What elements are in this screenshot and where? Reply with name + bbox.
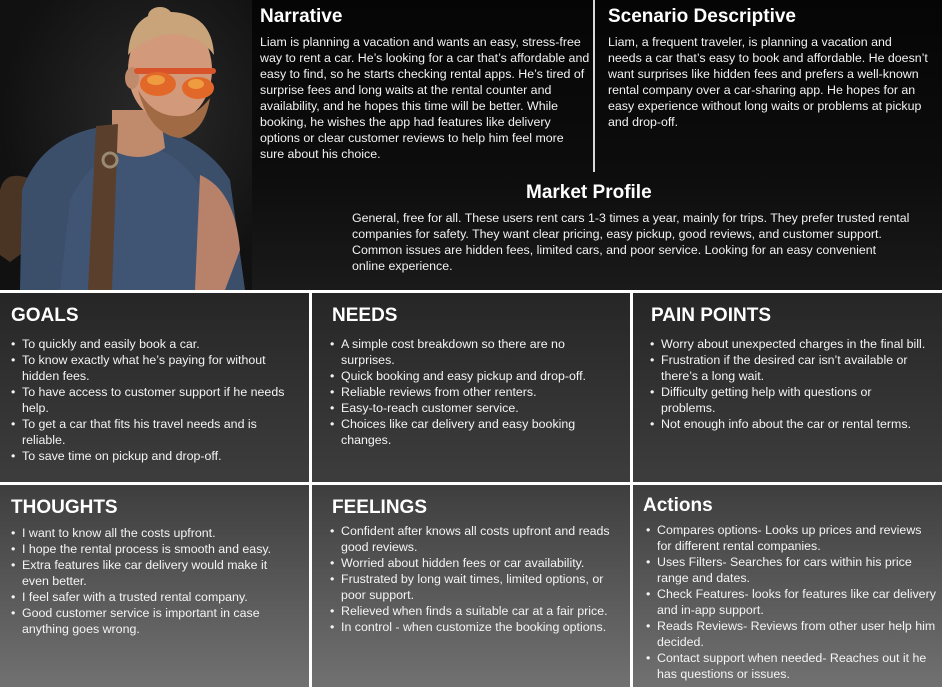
actions-card (633, 485, 942, 687)
needs-list (330, 336, 616, 448)
list-item: • Reads Reviews- Reviews from other user help him decided. (646, 618, 936, 650)
needs-title: NEEDS (332, 305, 398, 326)
list-item: • Uses Filters- Searches for cars within his price range and dates. (646, 554, 936, 586)
goals-card (0, 293, 309, 482)
list-item: • To quickly and easily book a car. (11, 336, 295, 352)
market-profile-title: Market Profile (526, 182, 652, 203)
list-item: • Easy-to-reach customer service. (330, 400, 616, 416)
market-profile-section (352, 182, 912, 274)
actions-title: Actions (643, 495, 713, 516)
scenario-section (608, 6, 928, 130)
list-item: • To have access to customer support if he needs help. (11, 384, 295, 416)
list-item: • Worried about hidden fees or car availability. (330, 555, 616, 571)
list-item: • Extra features like car delivery would make it even better. (11, 557, 295, 589)
list-item: • I hope the rental process is smooth and easy. (11, 541, 295, 557)
feelings-list (330, 523, 616, 635)
pain-points-card (633, 293, 942, 482)
list-item: • To know exactly what he’s paying for without hidden fees. (11, 352, 295, 384)
needs-card (312, 293, 630, 482)
list-item: • Relieved when finds a suitable car at a fair price. (330, 603, 616, 619)
list-item: • Confident after knows all costs upfront and reads good reviews. (330, 523, 616, 555)
vertical-divider (593, 0, 595, 172)
list-item: • Good customer service is important in case anything goes wrong. (11, 605, 295, 637)
list-item: • Difficulty getting help with questions or problems. (650, 384, 928, 416)
thoughts-title: THOUGHTS (11, 497, 118, 518)
list-item: • To get a car that fits his travel needs and is reliable. (11, 416, 295, 448)
pain-points-title: PAIN POINTS (651, 305, 771, 326)
narrative-text: Liam is planning a vacation and wants an easy, stress-free way to rent a car. He’s looking for a car that’s affordable and easy to find, so he starts checking rental apps. He’s tired of surprise fees and long waits at the rental counter and availability, and he hopes this time will be better. While booking, he wishes the app had features like delivery options or clear customer reviews to help him feel more sure about his choice. (260, 35, 590, 161)
list-item: • I want to know all the costs upfront. (11, 525, 295, 541)
list-item: • Compares options- Looks up prices and reviews for different rental companies. (646, 522, 936, 554)
narrative-title: Narrative (260, 6, 343, 27)
persona-grid (0, 290, 942, 687)
list-item: • Frustration if the desired car isn’t available or there’s a long wait. (650, 352, 928, 384)
feelings-title: FEELINGS (332, 497, 428, 518)
scenario-title: Scenario Descriptive (608, 6, 796, 27)
persona-header (0, 0, 942, 290)
list-item: • I feel safer with a trusted rental company. (11, 589, 295, 605)
list-item: • A simple cost breakdown so there are no surprises. (330, 336, 616, 368)
narrative-section (260, 6, 590, 162)
list-item: • Frustrated by long wait times, limited options, or poor support. (330, 571, 616, 603)
actions-list (646, 522, 936, 682)
goals-title: GOALS (11, 305, 79, 326)
thoughts-card (0, 485, 309, 687)
thoughts-list (11, 525, 295, 637)
list-item: • Choices like car delivery and easy booking changes. (330, 416, 616, 448)
list-item: • To save time on pickup and drop-off. (11, 448, 295, 464)
goals-list (11, 336, 295, 464)
list-item: • Worry about unexpected charges in the final bill. (650, 336, 928, 352)
list-item: • Reliable reviews from other renters. (330, 384, 616, 400)
feelings-card (312, 485, 630, 687)
person-illustration (0, 0, 252, 290)
list-item: • Check Features- looks for features like car delivery and in-app support. (646, 586, 936, 618)
scenario-text: Liam, a frequent traveler, is planning a vacation and needs a car that’s easy to book and affordable. He doesn’t want surprises like hidden fees and prefers a well-known rental company over a car-sharing app. He hopes for an easy experience without long waits or problems at pickup and drop-off. (608, 35, 928, 129)
list-item: • Not enough info about the car or rental terms. (650, 416, 928, 432)
pain-points-list (650, 336, 928, 432)
list-item: • Quick booking and easy pickup and drop-off. (330, 368, 616, 384)
market-profile-text: General, free for all. These users rent cars 1-3 times a year, mainly for trips. They prefer trusted rental companies for safety. They want clear pricing, easy pickup, good reviews, and customer support. Common issues are hidden fees, limited cars, and poor service. Looking for an easy convenient online experience. (352, 211, 910, 273)
persona-photo (0, 0, 252, 290)
list-item: • Contact support when needed- Reaches out it he has questions or issues. (646, 650, 936, 682)
list-item: • In control - when customize the booking options. (330, 619, 616, 635)
